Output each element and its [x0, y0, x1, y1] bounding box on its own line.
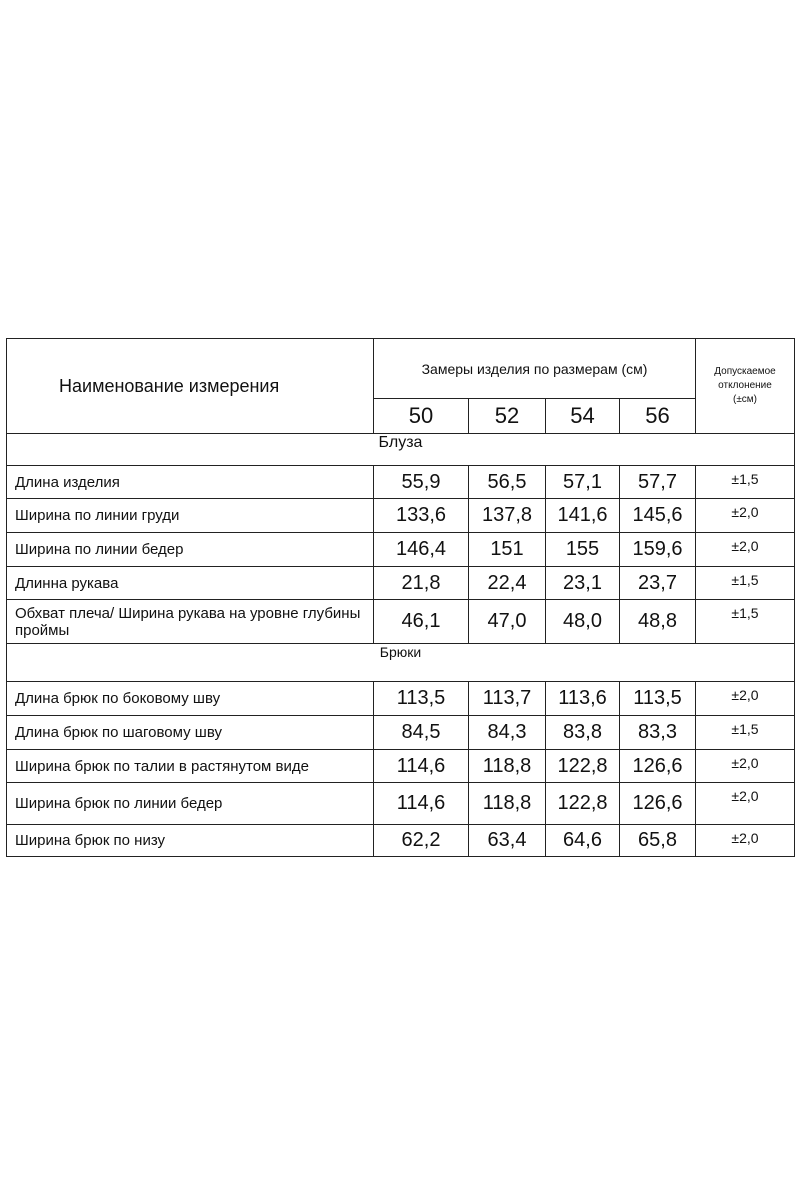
tolerance-value: ±2,0: [696, 682, 795, 716]
tolerance-header-line1: Допускаемое: [714, 366, 776, 377]
measurement-value: 145,6: [620, 499, 696, 533]
measurement-value: 46,1: [374, 600, 469, 644]
measurement-value: 114,6: [374, 783, 469, 825]
table-row: [7, 682, 795, 716]
measurement-value: 84,5: [374, 716, 469, 750]
measurement-value: 126,6: [620, 750, 696, 783]
measurement-value: 48,0: [546, 600, 620, 644]
section-title: Блуза: [7, 434, 795, 466]
measurement-value: 65,8: [620, 825, 696, 857]
measurement-value: 63,4: [469, 825, 546, 857]
measurement-value: 114,6: [374, 750, 469, 783]
measurement-name-header: Наименование измерения: [7, 339, 374, 434]
measurement-label: Длина брюк по боковому шву: [7, 682, 374, 716]
measurement-value: 113,6: [546, 682, 620, 716]
table-row: [7, 825, 795, 857]
measurement-value: 146,4: [374, 533, 469, 567]
size-header: 52: [469, 399, 546, 434]
size-chart-body: [7, 339, 795, 857]
measurement-value: 57,1: [546, 466, 620, 499]
measurement-value: 133,6: [374, 499, 469, 533]
measurement-label: Ширина по линии бедер: [7, 533, 374, 567]
table-row: [7, 567, 795, 600]
tolerance-value: ±2,0: [696, 783, 795, 825]
measurement-label: Длинна рукава: [7, 567, 374, 600]
measurement-label: Ширина по линии груди: [7, 499, 374, 533]
size-header: 50: [374, 399, 469, 434]
measurement-value: 23,7: [620, 567, 696, 600]
section-title: Брюки: [7, 644, 795, 682]
measurement-value: 137,8: [469, 499, 546, 533]
tolerance-header: [696, 339, 795, 434]
section-row: [7, 644, 795, 682]
measurement-value: 122,8: [546, 750, 620, 783]
tolerance-value: ±1,5: [696, 567, 795, 600]
table-row: [7, 600, 795, 644]
tolerance-value: ±2,0: [696, 499, 795, 533]
size-chart-table: [6, 338, 795, 857]
measurement-value: 113,5: [374, 682, 469, 716]
measurement-value: 118,8: [469, 783, 546, 825]
table-row: [7, 750, 795, 783]
measurement-value: 62,2: [374, 825, 469, 857]
table-row: [7, 716, 795, 750]
size-measurements-header: Замеры изделия по размерам (см): [374, 339, 696, 399]
tolerance-value: ±1,5: [696, 466, 795, 499]
measurement-value: 122,8: [546, 783, 620, 825]
measurement-label: Длина брюк по шаговому шву: [7, 716, 374, 750]
section-row: [7, 434, 795, 466]
measurement-label: Длина изделия: [7, 466, 374, 499]
measurement-label: Ширина брюк по низу: [7, 825, 374, 857]
measurement-value: 55,9: [374, 466, 469, 499]
measurement-value: 151: [469, 533, 546, 567]
table-row: [7, 783, 795, 825]
measurement-value: 118,8: [469, 750, 546, 783]
measurement-value: 141,6: [546, 499, 620, 533]
measurement-label: Обхват плеча/ Ширина рукава на уровне глубины проймы: [7, 600, 374, 644]
measurement-value: 48,8: [620, 600, 696, 644]
measurement-value: 83,3: [620, 716, 696, 750]
table-row: [7, 499, 795, 533]
measurement-value: 159,6: [620, 533, 696, 567]
tolerance-value: ±1,5: [696, 600, 795, 644]
measurement-label: Ширина брюк по талии в растянутом виде: [7, 750, 374, 783]
measurement-label: Ширина брюк по линии бедер: [7, 783, 374, 825]
measurement-value: 113,5: [620, 682, 696, 716]
measurement-value: 155: [546, 533, 620, 567]
table-row: [7, 533, 795, 567]
tolerance-header-line3: (±см): [732, 394, 758, 405]
size-header: 54: [546, 399, 620, 434]
tolerance-value: ±2,0: [696, 750, 795, 783]
measurement-value: 113,7: [469, 682, 546, 716]
tolerance-header-line2: отклонение: [718, 380, 772, 391]
measurement-value: 56,5: [469, 466, 546, 499]
measurement-value: 47,0: [469, 600, 546, 644]
header-row: [7, 339, 795, 399]
measurement-value: 64,6: [546, 825, 620, 857]
measurement-value: 22,4: [469, 567, 546, 600]
measurement-value: 21,8: [374, 567, 469, 600]
tolerance-value: ±2,0: [696, 533, 795, 567]
table-row: [7, 466, 795, 499]
measurement-value: 23,1: [546, 567, 620, 600]
size-header: 56: [620, 399, 696, 434]
measurement-value: 83,8: [546, 716, 620, 750]
tolerance-value: ±2,0: [696, 825, 795, 857]
measurement-value: 57,7: [620, 466, 696, 499]
measurement-value: 84,3: [469, 716, 546, 750]
measurement-value: 126,6: [620, 783, 696, 825]
tolerance-value: ±1,5: [696, 716, 795, 750]
